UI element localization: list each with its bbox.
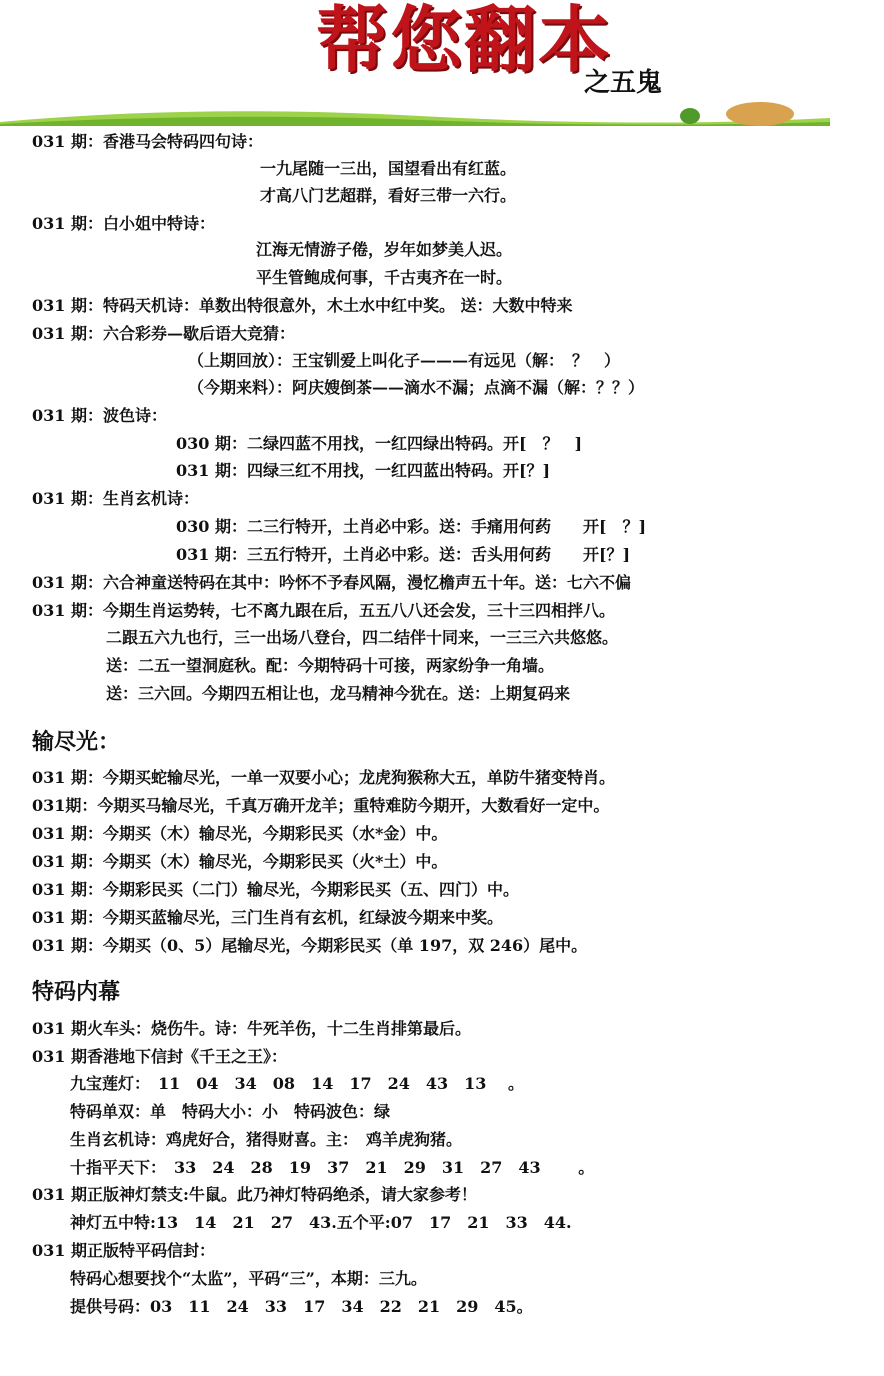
text-line: 031 期正版特平码信封： — [32, 1241, 215, 1260]
text-line: 才高八门艺超群，看好三带一六行。 — [260, 186, 517, 205]
text-line: （今期来料）：阿庆嫂倒茶——滴水不漏；点滴不漏（解：？？） — [188, 378, 645, 397]
text-line: 十指平天下： 33 24 28 19 37 21 29 31 27 43 。 — [70, 1158, 595, 1177]
text-line: 031 期：今期买（木）输尽光，今期彩民买（水*金）中。 — [32, 824, 448, 843]
text-line: 031 期：今期买蓝输尽光，三门生肖有玄机，红绿波今期来中奖。 — [32, 908, 503, 927]
brand-subtitle: 之五鬼 — [584, 68, 663, 98]
text-line: 031 期：六合彩券—歇后语大竞猜： — [32, 324, 295, 343]
text-line: 031 期：白小姐中特诗： — [32, 214, 215, 233]
text-line: 031 期：六合神童送特码在其中：吟怀不予春风隔，漫忆檐声五十年。送：七六不偏 — [32, 573, 631, 592]
text-line: 031 期正版神灯禁支:牛鼠。此乃神灯特码绝杀，请大家参考！ — [32, 1185, 477, 1204]
text-line: 提供号码：03 11 24 33 17 34 22 21 29 45。 — [70, 1297, 533, 1316]
text-line: 平生管鲍成何事，千古夷齐在一时。 — [256, 268, 513, 287]
text-line: 031 期：今期彩民买（二门）输尽光，今期彩民买（五、四门）中。 — [32, 880, 519, 899]
text-line: 030 期：二三行特开，土肖必中彩。送：手痛用何药 开[ ？] — [176, 517, 647, 536]
text-line: 031 期：今期买（0、5）尾输尽光，今期彩民买（单 197，双 246）尾中。 — [32, 936, 588, 955]
brand-title: 帮您翻本 — [316, 0, 613, 82]
text-line: 生肖玄机诗：鸡虎好合，猪得财喜。主： 鸡羊虎狗猪。 — [70, 1130, 463, 1149]
text-line: 031 期：三五行特开，土肖必中彩。送：舌头用何药 开[？] — [176, 545, 631, 564]
text-line: 031 期：波色诗： — [32, 406, 167, 425]
text-line: 九宝莲灯： 11 04 34 08 14 17 24 43 13 。 — [70, 1074, 524, 1093]
text-line: 031期：今期买马输尽光，千真万确开龙羊；重特难防今期开，大数看好一定中。 — [32, 796, 610, 815]
text-line: 送：三六回。今期四五相让也，龙马精神今犹在。送：上期复码来 — [106, 684, 571, 703]
text-line: 031 期：今期买（木）输尽光，今期彩民买（火*土）中。 — [32, 852, 448, 871]
grass-decoration — [0, 102, 830, 126]
text-line: 神灯五中特:13 14 21 27 43.五个平:07 17 21 33 44. — [70, 1213, 572, 1232]
text-line: 031 期：香港马会特码四句诗： — [32, 132, 263, 151]
section-heading: 输尽光： — [32, 729, 121, 755]
text-line: 031 期：今期生肖运势转，七不离九跟在后，五五八八还会发，三十三四相拌八。 — [32, 601, 615, 620]
text-line: 030 期：二绿四蓝不用找，一红四绿出特码。开[ ？ ] — [176, 434, 583, 453]
section-heading: 特码内幕 — [32, 979, 121, 1005]
text-line: 送：二五一望洞庭秋。配：今期特码十可接，两家纷争一角墙。 — [106, 656, 555, 675]
text-line: 一九尾随一三出，国望看出有红蓝。 — [260, 159, 517, 178]
text-line: （上期回放）：王宝钏爱上叫化子———有远见（解： ？ ） — [188, 351, 621, 370]
text-line: 031 期：特码天机诗：单数出特很意外，木土水中红中奖。 送：大数中特来 — [32, 296, 573, 315]
text-line: 江海无情游子倦，岁年如梦美人迟。 — [256, 240, 513, 259]
text-line: 031 期：生肖玄机诗： — [32, 489, 199, 508]
text-line: 031 期香港地下信封《千王之王》： — [32, 1047, 287, 1066]
text-line: 031 期：今期买蛇输尽光，一单一双要小心；龙虎狗猴称大五，单防牛猪变特肖。 — [32, 768, 615, 787]
header-banner — [0, 0, 884, 128]
text-line: 特码心想要找个“太监”，平码“三”，本期：三九。 — [70, 1269, 427, 1288]
text-line: 二跟五六九也行，三一出场八登台，四二结伴十同来，一三三六共悠悠。 — [106, 628, 619, 647]
text-line: 特码单双：单 特码大小：小 特码波色：绿 — [70, 1102, 391, 1121]
text-line: 031 期：四绿三红不用找，一红四蓝出特码。开[？] — [176, 461, 551, 480]
text-line: 031 期火车头：烧伤牛。诗：牛死羊伤，十二生肖排第最后。 — [32, 1019, 471, 1038]
